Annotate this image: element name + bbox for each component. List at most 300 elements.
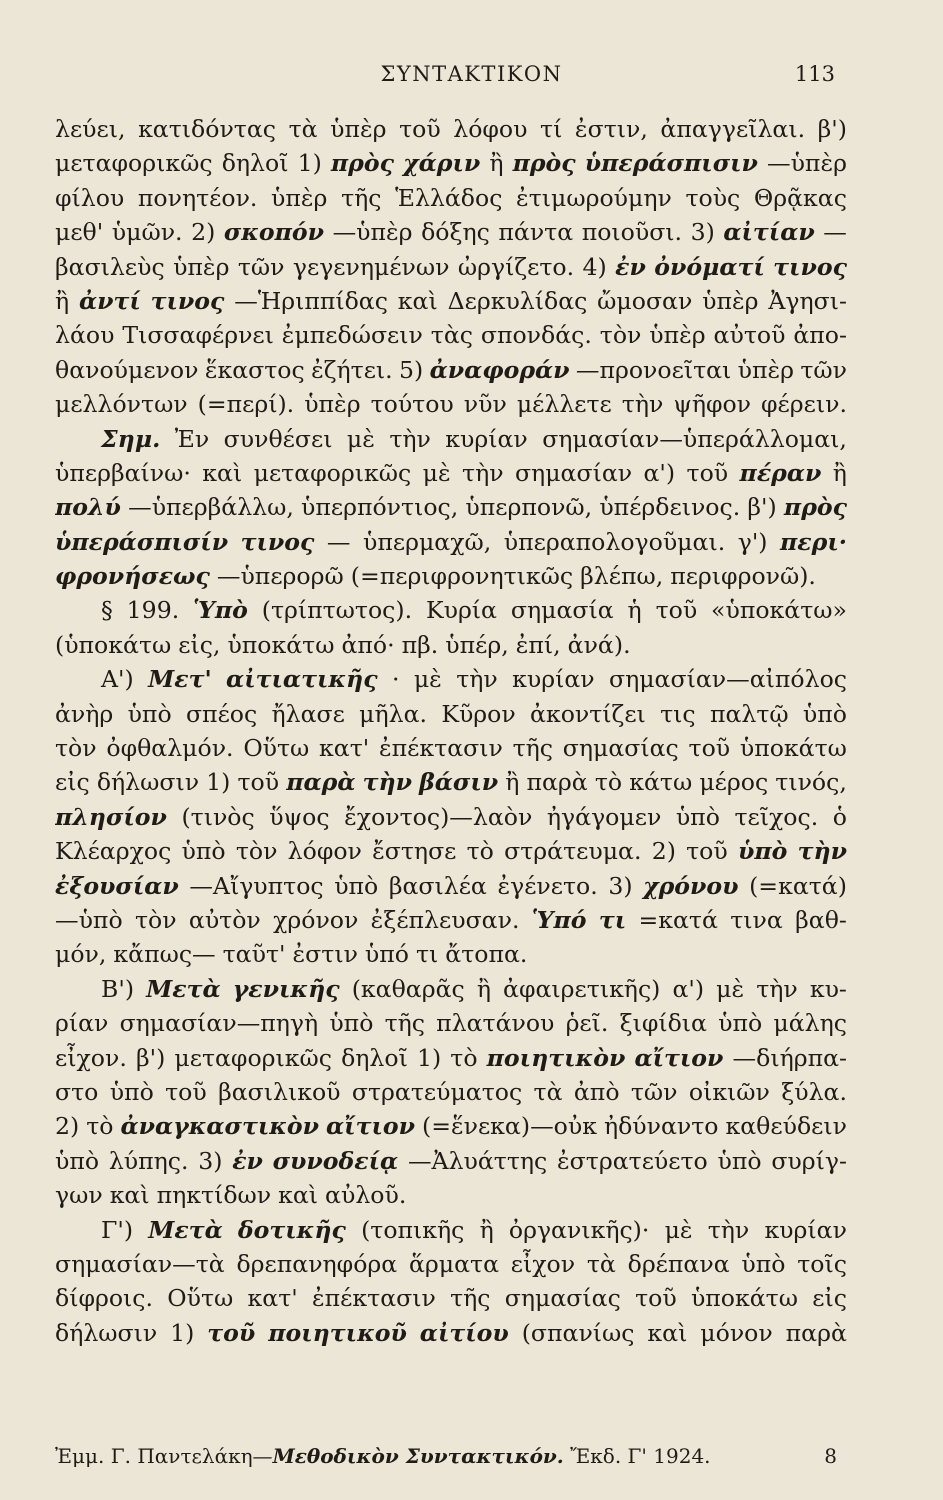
word: σπονδάς. bbox=[480, 321, 592, 350]
word: ὑπὸ bbox=[675, 802, 720, 831]
emphasized-word: Ὑπὸ bbox=[193, 596, 248, 625]
word: αὐλοῦ. bbox=[325, 1181, 407, 1210]
emphasized-word: ἀναφοράν bbox=[429, 355, 570, 384]
word: μάλης bbox=[773, 1009, 847, 1038]
word: ὠργίζετο. bbox=[457, 252, 575, 281]
word: τοῖς bbox=[797, 1249, 847, 1278]
word: κατιδόντας bbox=[138, 115, 276, 143]
word: Θρᾷκας bbox=[753, 183, 847, 212]
text-line bbox=[55, 1281, 847, 1315]
word: 3) bbox=[198, 1146, 223, 1175]
word: α') bbox=[643, 458, 676, 487]
emphasized-word: περι· bbox=[780, 527, 847, 556]
footer-author: Ἐμμ. Γ. Παντελάκη— bbox=[55, 1444, 273, 1468]
word: ἐμπεδώσειν bbox=[281, 321, 423, 350]
word: ἢ bbox=[479, 1215, 494, 1244]
emphasized-word: τὴν bbox=[362, 768, 412, 797]
text-line bbox=[55, 731, 847, 765]
word: —ὑπὸ bbox=[55, 905, 123, 934]
text-line bbox=[55, 937, 847, 971]
word: ὀργανικῆς)· bbox=[508, 1215, 650, 1244]
text-line bbox=[55, 1006, 847, 1040]
word: ἀφαιρετικῆς) bbox=[503, 974, 661, 1003]
word: ἢ bbox=[55, 286, 70, 315]
word: δίφροις. bbox=[55, 1284, 154, 1313]
page-footer bbox=[55, 1444, 847, 1474]
word: ἐγένετο. bbox=[497, 871, 598, 900]
emphasized-word: ποιητικὸν bbox=[486, 1043, 626, 1072]
word: μεταφορικῶς bbox=[174, 1043, 332, 1072]
word: 199. bbox=[126, 596, 180, 625]
word: δρεπανηφόρα bbox=[236, 1249, 398, 1278]
word: Ἐν bbox=[174, 424, 210, 453]
emphasized-word: πρὸς bbox=[512, 149, 576, 178]
word: κάτω bbox=[629, 768, 693, 797]
word: ὑπὲρ bbox=[304, 390, 361, 419]
emphasized-word: αἰτιατικῆς bbox=[226, 665, 378, 694]
word: εἶχον. bbox=[55, 1043, 127, 1072]
word: ἢ bbox=[505, 768, 520, 797]
word: —ὑπερβάλλω, bbox=[128, 493, 294, 522]
word: κυρίαν bbox=[445, 424, 528, 453]
word: τὴν bbox=[707, 1215, 750, 1244]
emphasized-word: ὑπεράσπισιν bbox=[584, 149, 758, 178]
word: α') bbox=[672, 974, 705, 1003]
text-line bbox=[55, 1041, 847, 1075]
word: καὶ bbox=[647, 1318, 688, 1347]
word: ὑπὲρ bbox=[737, 355, 795, 384]
word: ἢ bbox=[476, 974, 491, 1003]
word: βλέπω, bbox=[580, 562, 664, 591]
word: δόξης bbox=[421, 218, 490, 247]
page-number: 113 bbox=[794, 62, 835, 86]
word: 1) bbox=[416, 1043, 442, 1072]
word: τὴν bbox=[756, 974, 798, 1003]
word: ἢ bbox=[489, 149, 504, 178]
word: (=ἕνεκα)—οὐκ bbox=[421, 1112, 597, 1141]
emphasized-word: αἰτίαν bbox=[723, 218, 815, 247]
word: τὸν bbox=[599, 321, 642, 350]
word: στρατεύματος bbox=[351, 1077, 523, 1106]
word: σημασία bbox=[510, 596, 614, 625]
word: ὑπὸ bbox=[55, 1146, 100, 1175]
text-line bbox=[55, 112, 847, 146]
word: εἰς, bbox=[178, 630, 221, 659]
word: στράτευμα. bbox=[504, 837, 642, 866]
word: ἅρματα bbox=[408, 1249, 500, 1278]
word: τὰ bbox=[288, 115, 318, 143]
emphasized-word: τι bbox=[598, 905, 627, 934]
word: πβ. bbox=[401, 630, 439, 659]
word: παλτῷ bbox=[709, 699, 789, 728]
word: ὑπέρδεινος. bbox=[599, 493, 741, 522]
word: ὑπερμαχῶ, bbox=[363, 527, 492, 556]
word: ἐπέκτασιν bbox=[379, 734, 503, 763]
text-line bbox=[55, 1213, 847, 1247]
emphasized-word: ἀναγκαστικὸν bbox=[120, 1112, 320, 1141]
word: ρίαν bbox=[55, 1009, 109, 1038]
emphasized-word: ὀνόματί bbox=[654, 252, 765, 281]
word: πάντα bbox=[498, 218, 574, 247]
word: ῥεῖ. bbox=[565, 1009, 609, 1038]
word: κἄπως— bbox=[113, 940, 216, 969]
word: τοῦ bbox=[655, 596, 698, 625]
word: εἶχον bbox=[510, 1249, 576, 1278]
word: 3) bbox=[608, 871, 633, 900]
word: βασιλικοῦ bbox=[218, 1077, 341, 1106]
word: τῶν bbox=[237, 252, 285, 281]
word: Ἀγησι- bbox=[768, 286, 847, 315]
word: τὴν bbox=[621, 390, 664, 419]
word: τοῦ bbox=[686, 837, 728, 866]
text-line bbox=[55, 318, 847, 352]
text-line bbox=[55, 1144, 847, 1178]
word: ἐπέκτασιν bbox=[312, 1284, 436, 1313]
text-line bbox=[55, 800, 847, 834]
emphasized-word: ὑπεράσπισίν bbox=[55, 527, 229, 556]
word: βαθ- bbox=[795, 905, 847, 934]
emphasized-word: Μετὰ bbox=[148, 1215, 223, 1244]
footer-edition: Ἔκδ. Γ' 1924. bbox=[563, 1444, 711, 1468]
text-line bbox=[55, 1178, 847, 1212]
word: κατ' bbox=[319, 734, 370, 763]
word: τὸν bbox=[55, 734, 97, 763]
word: ποιοῦσι. bbox=[581, 218, 683, 247]
body-text bbox=[55, 112, 847, 1350]
emphasized-word: ποιητικοῦ bbox=[268, 1318, 407, 1347]
word: β') bbox=[747, 493, 777, 522]
word: ὑποκάτω bbox=[227, 630, 335, 659]
text-line bbox=[55, 662, 847, 696]
word: τὸν bbox=[134, 905, 177, 934]
word: μόν, bbox=[55, 940, 107, 969]
word: μὲ bbox=[346, 424, 375, 453]
word: συνθέσει bbox=[223, 424, 333, 453]
word: 1) bbox=[170, 1318, 195, 1347]
emphasized-word: τὴν bbox=[797, 837, 847, 866]
word: τὸ bbox=[594, 768, 623, 797]
text-line bbox=[55, 284, 847, 318]
word: κυ- bbox=[809, 974, 847, 1003]
word: ψῆφον bbox=[673, 390, 752, 419]
word: τοῦ bbox=[237, 768, 280, 797]
word: μὲ bbox=[422, 458, 451, 487]
word: ταῦτ' bbox=[222, 940, 286, 969]
emphasized-word: ἐν bbox=[232, 1146, 263, 1175]
word: τοῦ bbox=[635, 1284, 677, 1313]
word: β') bbox=[135, 1043, 166, 1072]
word: (καθαρᾶς bbox=[351, 974, 465, 1003]
word: — bbox=[326, 527, 351, 556]
word: ἠδύναντο bbox=[603, 1112, 719, 1141]
word: —ὑπὲρ bbox=[332, 218, 413, 247]
word: ὑπὲρ bbox=[649, 321, 706, 350]
word: τοῦ bbox=[165, 1077, 207, 1106]
word: 2) bbox=[55, 1112, 80, 1141]
word: — bbox=[823, 218, 847, 247]
word: σπέος bbox=[185, 699, 258, 728]
word: τὴν bbox=[389, 424, 431, 453]
word: ὤμοσαν bbox=[597, 286, 693, 315]
word: δήλωσιν bbox=[55, 1318, 158, 1347]
word: ὑπὸ bbox=[109, 1077, 154, 1106]
word: ὑμῶν. bbox=[111, 218, 183, 247]
word: σημασίας bbox=[562, 734, 679, 763]
word: ὑπὸ bbox=[329, 1009, 374, 1038]
word: (ὑποκάτω bbox=[55, 630, 172, 659]
word: ὑποκάτω bbox=[690, 1284, 798, 1313]
word: ὑπὸ bbox=[181, 837, 226, 866]
word: ὑπὲρ bbox=[271, 183, 328, 212]
emphasized-word: ἀντί bbox=[78, 286, 141, 315]
emphasized-word: αἰτίου bbox=[419, 1318, 509, 1347]
word: ἠγάγομεν bbox=[546, 802, 662, 831]
word: τινα bbox=[730, 905, 783, 934]
word: (=περιφρονητικῶς bbox=[350, 562, 574, 591]
word: τῆς bbox=[341, 183, 382, 212]
word: τῶν bbox=[800, 355, 847, 384]
word: Α') bbox=[101, 665, 134, 694]
word: ὑπὸ bbox=[718, 1009, 763, 1038]
text-line bbox=[55, 490, 847, 524]
word: (=κατά) bbox=[749, 871, 847, 900]
text-line bbox=[55, 146, 847, 180]
word: ὑπὸ bbox=[717, 1146, 762, 1175]
emphasized-word: αἴτιον bbox=[634, 1043, 724, 1072]
emphasized-word: αἴτιον bbox=[326, 1112, 415, 1141]
signature-mark: 8 bbox=[824, 1444, 837, 1468]
word: λόφου bbox=[453, 115, 528, 143]
word: —Ἀλυάττης bbox=[407, 1146, 548, 1175]
word: —Ἡριππίδας bbox=[234, 286, 388, 315]
word: τεῖχος. bbox=[734, 802, 819, 831]
word: ξύλα. bbox=[781, 1077, 847, 1106]
word: ὑπό bbox=[364, 940, 409, 969]
word: ἐπί, bbox=[515, 630, 561, 659]
word: β') bbox=[817, 115, 847, 143]
word: πλατάνου bbox=[436, 1009, 555, 1038]
word: λόφον bbox=[287, 837, 362, 866]
word: σημασίαν—τὰ bbox=[55, 1249, 225, 1278]
word: λύπης. bbox=[108, 1146, 189, 1175]
emphasized-word: συνοδείᾳ bbox=[272, 1146, 399, 1175]
word: 2) bbox=[651, 837, 676, 866]
word: 4) bbox=[582, 252, 607, 281]
word: 5) bbox=[399, 355, 424, 384]
word: καὶ bbox=[397, 286, 438, 315]
word: δηλοῖ bbox=[221, 149, 289, 178]
word: νῦν bbox=[463, 390, 507, 419]
word: Τισσαφέρνει bbox=[122, 321, 274, 350]
emphasized-word: σκοπόν bbox=[223, 218, 325, 247]
word: μόνον bbox=[700, 1318, 773, 1347]
word: ἢ bbox=[832, 458, 847, 487]
text-line bbox=[55, 593, 847, 627]
word: ὑπερπονῶ, bbox=[465, 493, 593, 522]
word: ὑπερβαίνω· bbox=[55, 458, 191, 487]
word: τι bbox=[415, 940, 439, 969]
word: —διήρπα- bbox=[732, 1043, 847, 1072]
word: ὑπεραπολογοῦμαι. bbox=[503, 527, 726, 556]
emphasized-word: χάριν bbox=[403, 149, 481, 178]
word: βασιλεὺς bbox=[55, 252, 165, 281]
word: τῆς bbox=[450, 1284, 491, 1313]
word: τῆς bbox=[384, 1009, 425, 1038]
word: τὰ bbox=[533, 1077, 563, 1106]
emphasized-word: ἐξουσίαν bbox=[55, 871, 179, 900]
word: ἀπο- bbox=[793, 321, 847, 350]
word: οἰκιῶν bbox=[688, 1077, 770, 1106]
word: μεταφορικῶς bbox=[253, 458, 412, 487]
word: Β') bbox=[101, 974, 135, 1003]
text-line bbox=[55, 387, 847, 421]
word: ἐστρατεύετο bbox=[557, 1146, 708, 1175]
word: ἐτιμωρούμην bbox=[516, 183, 672, 212]
word: ὑποκάτω bbox=[739, 734, 847, 763]
word: μελλόντων bbox=[55, 390, 188, 419]
emphasized-word: ὑπὸ bbox=[737, 837, 788, 866]
word: τὴν bbox=[456, 665, 498, 694]
word: φέρειν. bbox=[761, 390, 847, 419]
emphasized-word: Ὑπό bbox=[531, 905, 587, 934]
emphasized-word: τινος bbox=[773, 252, 847, 281]
text-line bbox=[55, 1247, 847, 1281]
text-line bbox=[55, 869, 847, 903]
word: κατ' bbox=[247, 1284, 298, 1313]
word: βασιλέα bbox=[388, 871, 487, 900]
word: τοὺς bbox=[685, 183, 741, 212]
emphasized-word: Μετὰ bbox=[146, 974, 221, 1003]
word: δήλωσιν bbox=[96, 768, 200, 797]
word: μεθ' bbox=[55, 218, 104, 247]
word: ἔστησε bbox=[372, 837, 457, 866]
word: Κυρία bbox=[425, 596, 497, 625]
word: —προνοεῖται bbox=[575, 355, 732, 384]
emphasized-word: πέραν bbox=[739, 458, 822, 487]
word: 1) bbox=[297, 149, 322, 178]
word: καὶ bbox=[278, 1181, 319, 1210]
word: ὑπὲρ bbox=[173, 252, 230, 281]
word: ὑπὸ bbox=[802, 699, 847, 728]
word: (τινὸς bbox=[181, 802, 255, 831]
word: (σπανίως bbox=[521, 1318, 635, 1347]
footer-book-title: Μεθοδικὸν Συντακτικόν. bbox=[272, 1444, 564, 1468]
word: κυρίαν bbox=[764, 1215, 847, 1244]
word: καθεύδειν bbox=[725, 1112, 847, 1141]
word: 1) bbox=[206, 768, 231, 797]
word: ἀπαγγεῖλαι. bbox=[660, 115, 806, 143]
word: (=περί). bbox=[197, 390, 295, 419]
emphasized-word: πρὸς bbox=[330, 149, 394, 178]
word: (τρίπτωτος). bbox=[261, 596, 413, 625]
word: γων bbox=[55, 1181, 103, 1210]
word: τῆς bbox=[512, 734, 553, 763]
emphasized-word: γενικῆς bbox=[232, 974, 340, 1003]
word: Κλέαρχος bbox=[55, 837, 172, 866]
word: τις bbox=[660, 699, 696, 728]
word: συρίγ- bbox=[771, 1146, 847, 1175]
word: μὲ bbox=[413, 665, 442, 694]
emphasized-word: πολύ bbox=[55, 493, 121, 522]
word: λάου bbox=[55, 321, 115, 350]
word: ἤλασε bbox=[271, 699, 345, 728]
word: αὐτοῦ bbox=[713, 321, 786, 350]
word: ὑπὸ bbox=[127, 699, 172, 728]
word: Οὕτω bbox=[243, 734, 310, 763]
word: · bbox=[391, 665, 400, 694]
text-line bbox=[55, 765, 847, 799]
word: ὕψος bbox=[269, 802, 330, 831]
word: ὀφθαλμόν. bbox=[106, 734, 234, 763]
word: κυρίαν bbox=[512, 665, 595, 694]
text-line bbox=[55, 1075, 847, 1109]
word: τούτου bbox=[370, 390, 454, 419]
word: 3) bbox=[690, 218, 715, 247]
word: στο bbox=[55, 1077, 99, 1106]
word: τί bbox=[540, 115, 563, 143]
word: ἔχοντος)—λαὸν bbox=[344, 802, 533, 831]
word: Ἑλλάδος bbox=[395, 183, 503, 212]
word: δρέπανα bbox=[627, 1249, 730, 1278]
word: γεγενημένων bbox=[292, 252, 450, 281]
word: Οὕτω bbox=[167, 1284, 234, 1313]
word: καὶ bbox=[109, 1181, 150, 1210]
word: θανούμενον bbox=[55, 355, 199, 384]
text-line bbox=[55, 903, 847, 937]
running-title: ΣΥΝΤΑΚΤΙΚΟΝ bbox=[380, 62, 563, 86]
word: λεύει, bbox=[55, 115, 126, 143]
word: περιφρονῶ). bbox=[670, 562, 816, 591]
word: ἐζήτει. bbox=[311, 355, 393, 384]
text-line bbox=[55, 422, 847, 456]
text-line bbox=[55, 525, 847, 559]
text-line bbox=[55, 972, 847, 1006]
word: καὶ bbox=[202, 458, 243, 487]
word: τὸ bbox=[86, 1112, 114, 1141]
word: ἀνά). bbox=[567, 630, 631, 659]
word: —ὑπερορῶ bbox=[216, 562, 344, 591]
word: σημασίαν bbox=[514, 458, 633, 487]
word: τὸ bbox=[466, 837, 494, 866]
word: παρὰ bbox=[526, 768, 588, 797]
word: τῶν bbox=[630, 1077, 678, 1106]
text-line bbox=[55, 834, 847, 868]
word: ὑπὲρ bbox=[702, 286, 759, 315]
word: τὸν bbox=[235, 837, 278, 866]
word: παρὰ bbox=[785, 1318, 847, 1347]
word: μὲ bbox=[664, 1215, 693, 1244]
word: σημασίαν—πηγὴ bbox=[119, 1009, 319, 1038]
word: ὑπὸ bbox=[741, 1249, 786, 1278]
word: Γ') bbox=[101, 1215, 134, 1244]
word: εἰς bbox=[55, 768, 90, 797]
word: Δερκυλίδας bbox=[447, 286, 588, 315]
word: ἐστιν bbox=[292, 940, 358, 969]
word: πηκτίδων bbox=[156, 1181, 272, 1210]
word: § bbox=[101, 596, 113, 625]
word: τὰς bbox=[430, 321, 473, 350]
word: —ὑπὲρ bbox=[767, 149, 847, 178]
emphasized-word: βάσιν bbox=[419, 768, 499, 797]
emphasized-word: τινος bbox=[240, 527, 315, 556]
word: =κατά bbox=[638, 905, 718, 934]
text-line bbox=[55, 1316, 847, 1350]
word: ἡ bbox=[627, 596, 642, 625]
page-header bbox=[0, 62, 943, 92]
word: 2) bbox=[191, 218, 216, 247]
text-line bbox=[55, 628, 847, 662]
text-line bbox=[55, 181, 847, 215]
